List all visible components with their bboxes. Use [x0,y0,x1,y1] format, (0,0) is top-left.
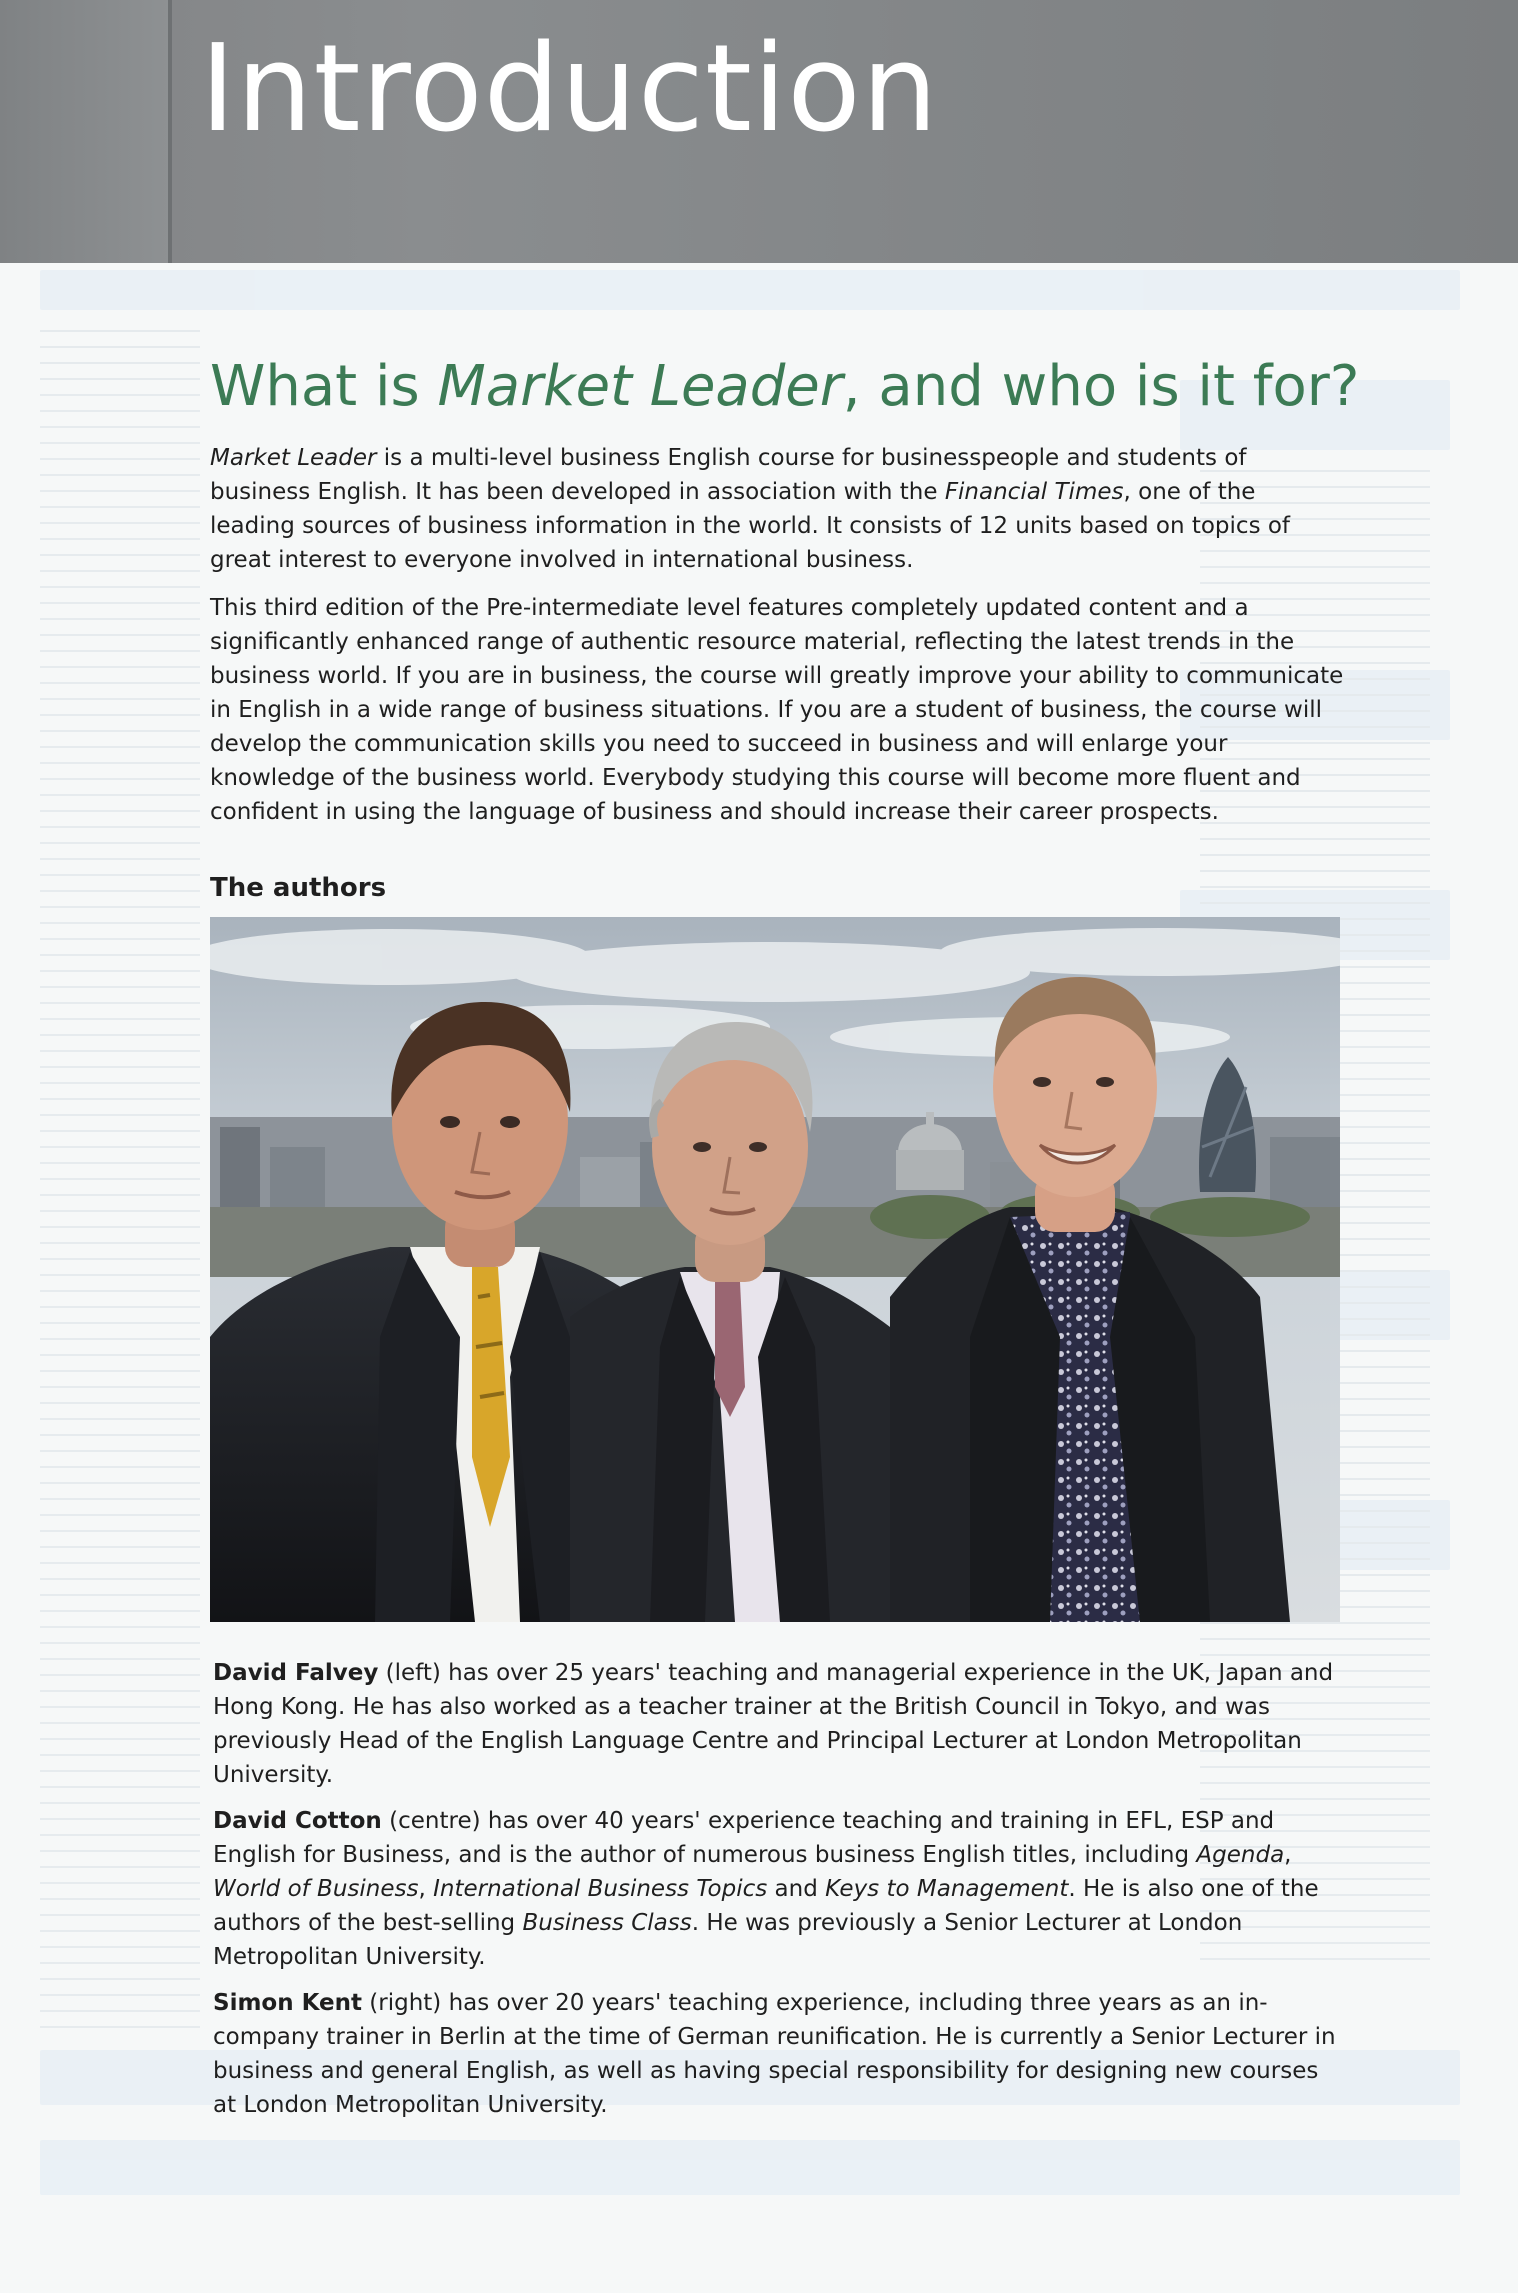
page-title: Introduction [200,20,939,159]
intro-paragraph-1: Market Leader is a multi-level business English course for businesspeople and students of business English. It has been developed in association with the Financial Times, one of the leading sources of business information in the world. It consists of 12 units based on topics of great interest to everyone involved in international business. [210,445,1291,574]
heading-title-italic: Market Leader [437,354,843,419]
section-heading [210,354,1360,419]
heading-text-end: , and who is it for? [842,354,1360,419]
main-content [210,354,1360,2134]
author-bios [210,1656,1345,2122]
authors-photo [210,917,1340,1622]
authors-heading: The authors [210,873,387,904]
header-bar [0,0,1518,263]
bio-david-cotton: David Cotton (centre) has over 40 years' experience teaching and training in EFL, ESP and English for Business, and is the author of numerous business English titles, including Agenda, World of Business, International Business Topics and Keys to Management. He is also one of the authors of the best-selling Business Class. He was previously a Senior Lecturer at London Metropolitan University. [213,1808,1319,1971]
bio-simon-kent: Simon Kent (right) has over 20 years' teaching experience, including three years as an in-company trainer in Berlin at the time of German reunification. He is currently a Senior Lecturer in business and general English, as well as having special responsibility for designing new courses at London Metropolitan University. [213,1990,1336,2119]
bio-name: David Cotton [213,1808,382,1835]
authors-photo-illustration [210,917,1340,1622]
bio-name: David Falvey [213,1660,379,1687]
bio-david-falvey: David Falvey (left) has over 25 years' teaching and managerial experience in the UK, Japan and Hong Kong. He has also worked as a teacher trainer at the British Council in Tokyo, and was previously Head of the English Language Centre and Principal Lecturer at London Metropolitan University. [213,1660,1334,1789]
bio-name: Simon Kent [213,1990,362,2017]
heading-text-start: What is [210,354,438,419]
intro-text [210,441,1345,829]
intro-paragraph-2: This third edition of the Pre-intermediate level features completely updated content and a significantly enhanced range of authentic resource material, reflecting the latest trends in the business world. If you are in business, the course will greatly improve your ability to communicate in English in a wide range of business situations. If you are a student of business, the course will develop the communication skills you need to succeed in business and will enlarge your knowledge of the business world. Everybody studying this course will become more fluent and confident in using the language of business and should increase their career prospects. [210,595,1344,826]
header-divider [168,0,172,263]
